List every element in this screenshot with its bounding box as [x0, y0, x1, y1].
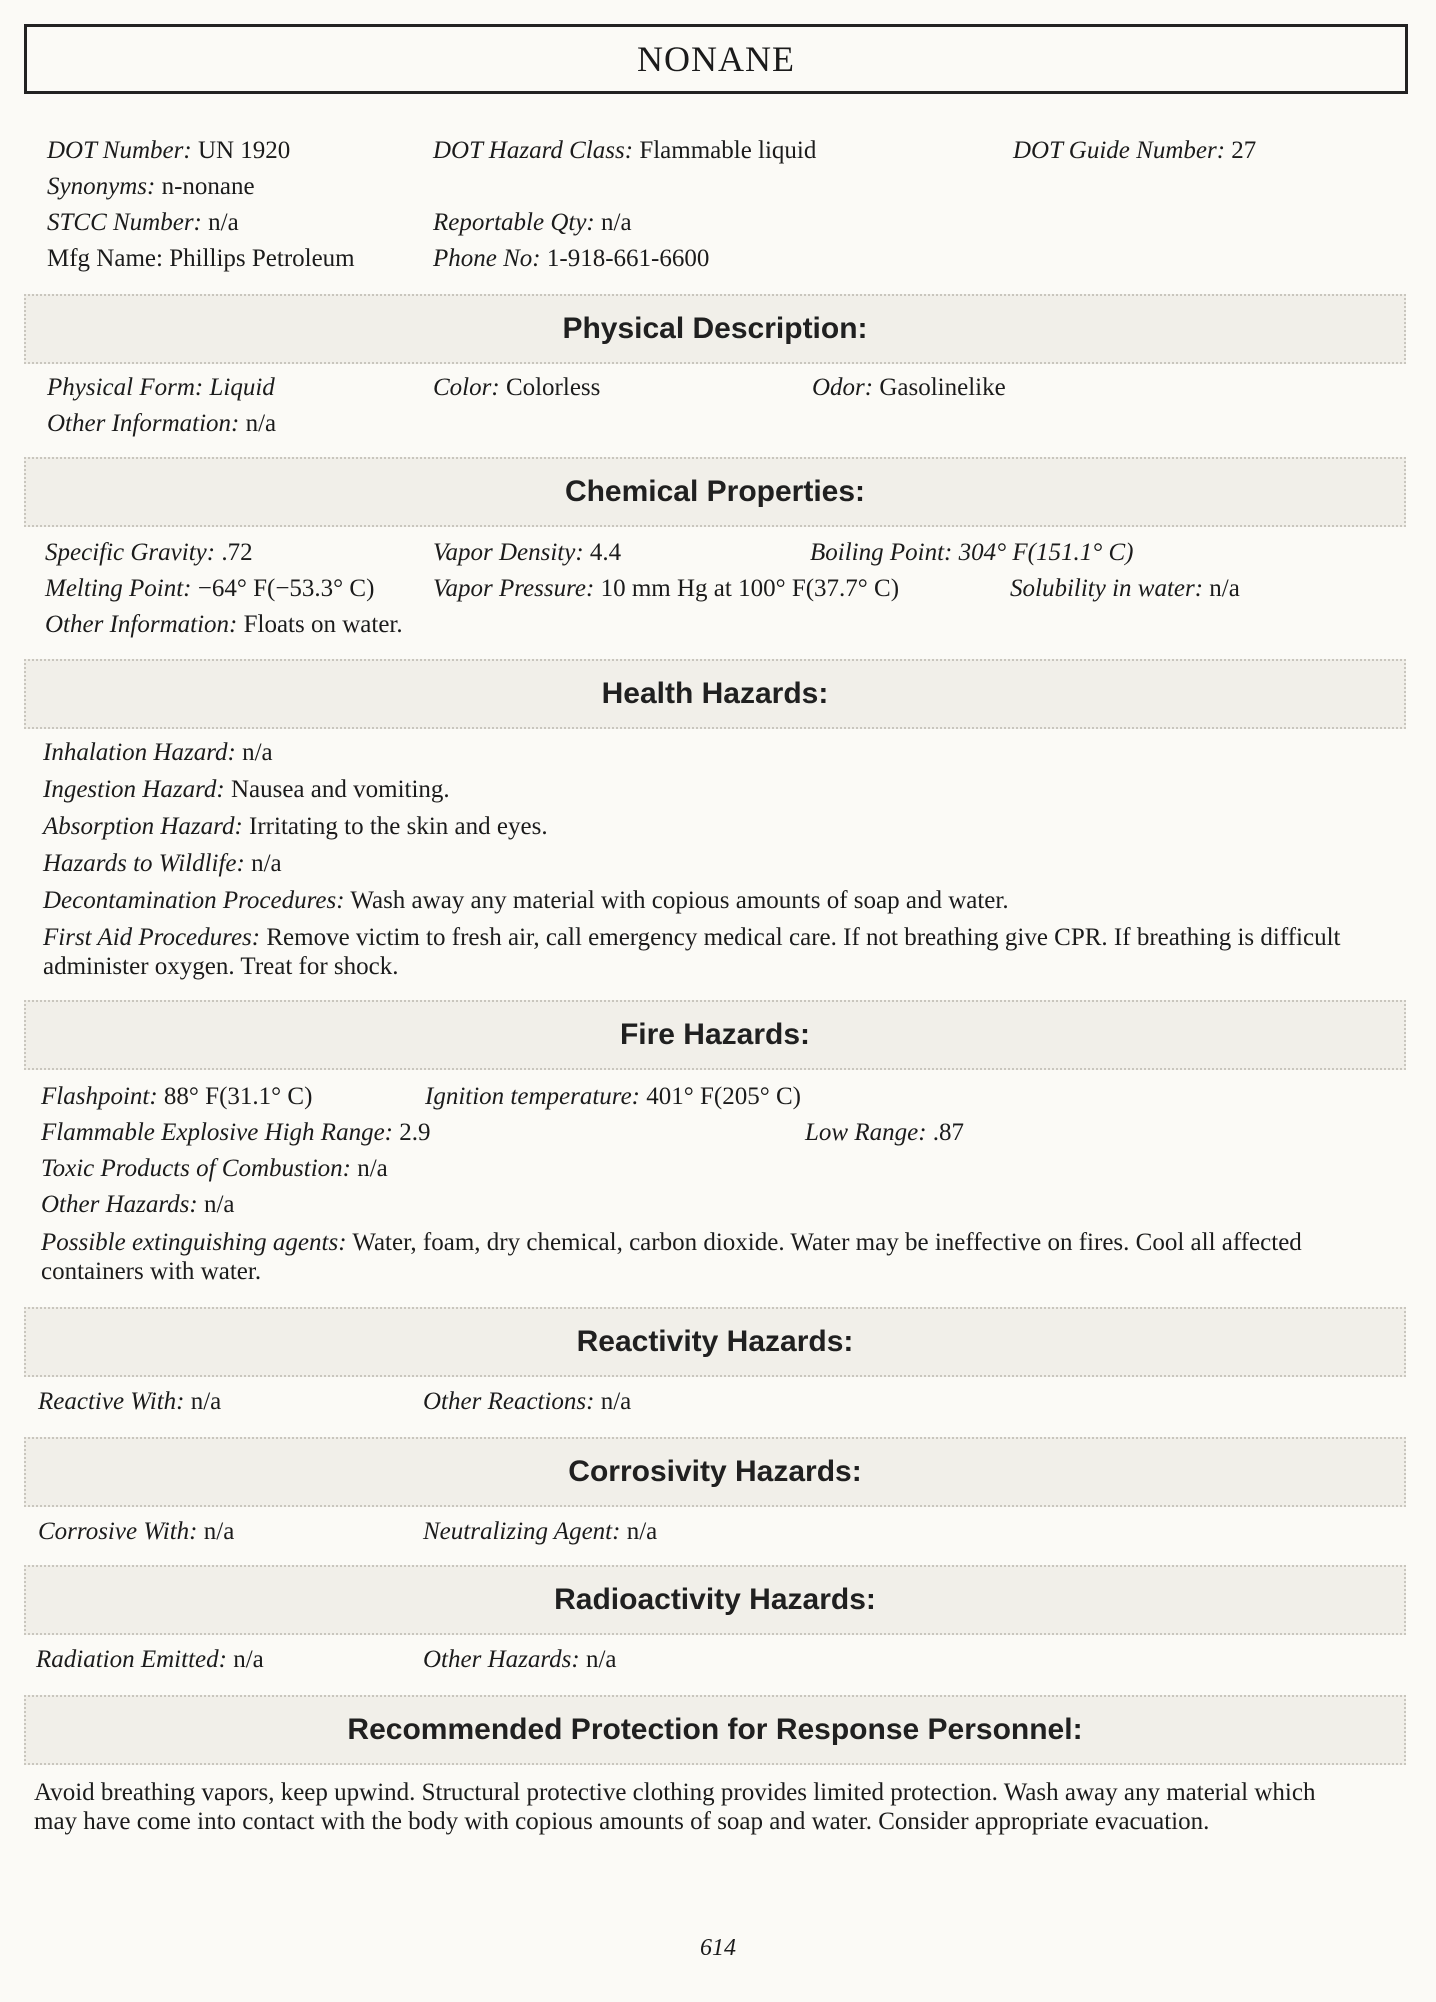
flammable-explosive-high-range: Flammable Explosive High Range: 2.9	[41, 1119, 431, 1146]
phone-number: Phone No: 1-918-661-6600	[433, 245, 710, 272]
section-heading-physical: Physical Description:	[24, 294, 1406, 364]
other-reactions: Other Reactions: n/a	[423, 1388, 632, 1415]
document-title: NONANE	[24, 24, 1408, 94]
dot-number: DOT Number: UN 1920	[47, 137, 291, 164]
page-number: 614	[700, 1935, 736, 1961]
dot-hazard-class: DOT Hazard Class: Flammable liquid	[433, 137, 817, 164]
dot-guide-number: DOT Guide Number: 27	[1013, 137, 1257, 164]
specific-gravity: Specific Gravity: .72	[45, 539, 253, 566]
vapor-density: Vapor Density: 4.4	[433, 539, 622, 566]
toxic-products-of-combustion: Toxic Products of Combustion: n/a	[41, 1155, 388, 1182]
section-heading-radioactivity: Radioactivity Hazards:	[24, 1565, 1406, 1635]
protection-text: Avoid breathing vapors, keep upwind. Structural protective clothing provides limited protection. Wash away any material which may have come into contact with the body with copious amounts of soap and water. Consider appropriate evacuation.	[34, 1779, 1316, 1835]
odor: Odor: Gasolinelike	[812, 374, 1006, 401]
hazards-to-wildlife: Hazards to Wildlife: n/a	[43, 850, 282, 877]
section-heading-corrosivity: Corrosivity Hazards:	[24, 1437, 1406, 1507]
section-heading-health: Health Hazards:	[24, 659, 1406, 729]
section-heading-reactivity: Reactivity Hazards:	[24, 1307, 1406, 1377]
vapor-pressure: Vapor Pressure: 10 mm Hg at 100° F(37.7° C)	[433, 575, 900, 602]
physical-form: Physical Form: Liquid	[47, 374, 275, 401]
ignition-temperature: Ignition temperature: 401° F(205° C)	[425, 1083, 801, 1110]
reactive-with: Reactive With: n/a	[38, 1388, 222, 1415]
ingestion-hazard: Ingestion Hazard: Nausea and vomiting.	[43, 776, 450, 803]
section-heading-chemical: Chemical Properties:	[24, 457, 1406, 527]
decontamination-procedures: Decontamination Procedures: Wash away any material with copious amounts of soap and water.	[43, 887, 1009, 914]
stcc-number: STCC Number: n/a	[47, 209, 239, 236]
solubility-in-water: Solubility in water: n/a	[1010, 575, 1240, 602]
boiling-point: Boiling Point: 304° F(151.1° C)	[810, 539, 1134, 566]
flammable-explosive-low-range: Low Range: .87	[805, 1119, 965, 1146]
section-heading-protection: Recommended Protection for Response Personnel:	[24, 1695, 1406, 1765]
synonyms: Synonyms: n-nonane	[47, 173, 255, 200]
first-aid-procedures: First Aid Procedures: Remove victim to fresh air, call emergency medical care. If not breathing give CPR. If breathing is difficult administer oxygen. Treat for shock.	[43, 924, 1341, 980]
chemical-other-info: Other Information: Floats on water.	[45, 611, 403, 638]
neutralizing-agent: Neutralizing Agent: n/a	[423, 1518, 658, 1545]
radioactivity-other-hazards: Other Hazards: n/a	[423, 1646, 617, 1673]
inhalation-hazard: Inhalation Hazard: n/a	[43, 739, 273, 766]
mfg-name: Mfg Name: Phillips Petroleum	[47, 245, 355, 272]
radiation-emitted: Radiation Emitted: n/a	[36, 1646, 264, 1673]
color: Color: Colorless	[433, 374, 601, 401]
melting-point: Melting Point: −64° F(−53.3° C)	[45, 575, 375, 602]
fire-other-hazards: Other Hazards: n/a	[41, 1191, 235, 1218]
section-heading-fire: Fire Hazards:	[24, 1000, 1406, 1070]
absorption-hazard: Absorption Hazard: Irritating to the skin and eyes.	[43, 813, 548, 840]
possible-extinguishing-agents: Possible extinguishing agents: Water, foam, dry chemical, carbon dioxide. Water may be ineffective on fires. Cool all affected containers with water.	[41, 1229, 1302, 1285]
corrosive-with: Corrosive With: n/a	[38, 1518, 235, 1545]
flashpoint: Flashpoint: 88° F(31.1° C)	[41, 1083, 313, 1110]
reportable-qty: Reportable Qty: n/a	[433, 209, 632, 236]
physical-other-info: Other Information: n/a	[47, 410, 277, 437]
